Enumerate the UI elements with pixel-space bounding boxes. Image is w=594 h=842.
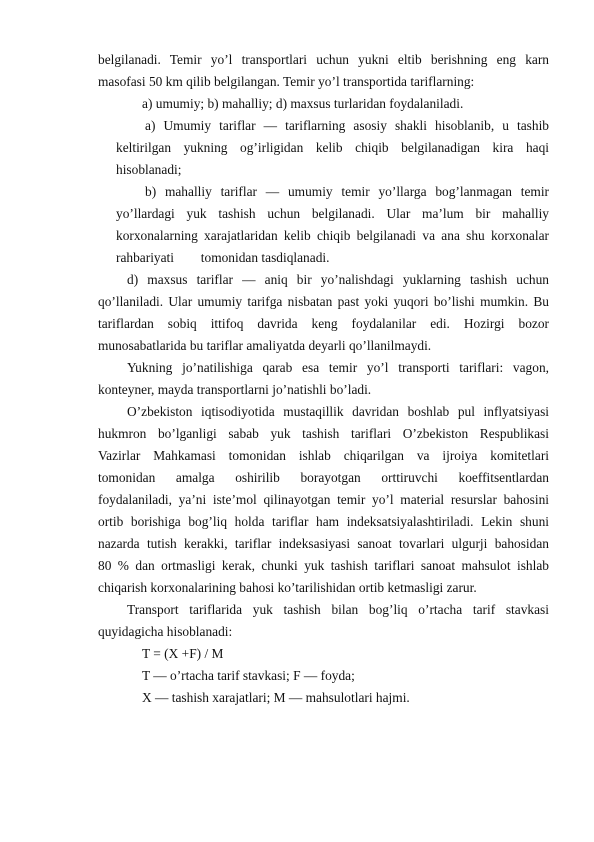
text-line: qo’llaniladi. Ular umumiy tarifga nisbatan past yoki yuqori bo’lishi mumkin. Bu <box>98 294 549 309</box>
list-item-b-line: yo’llardagi yuk tashish uchun belgilanadi. Ular ma’lum bir mahalliy <box>116 206 549 221</box>
text-line: nazarda tutish kerakki, tariflar indeksasiyasi sanoat tovarlari ulgurji bahosidan <box>98 536 549 551</box>
text-line: munosabatlarida bu tariflar amaliyatda deyarli qo’llanilmaydi. <box>98 338 432 353</box>
list-item-a-line: a) Umumiy tariflar — tariflarning asosiy shakli hisoblanib, u tashib <box>145 118 549 133</box>
text-line: 80 % dan ortmasligi kerak, chunki yuk tashish tariflari sanoat mahsulot ishlab <box>98 558 549 573</box>
text-line: ortib borishiga bog’liq holda tariflar ham indeksatsiyalashtiriladi. Lekin shuni <box>98 514 549 529</box>
text-line: konteyner, mayda transportlarni jo’natishli bo’ladi. <box>98 382 372 397</box>
text-line: chiqarish korxonalarining bahosi ko’tarilishidan ortib ketmasligi zarur. <box>98 580 477 595</box>
list-item-a-line: hisoblanadi; <box>116 162 182 177</box>
paragraph-line: Transport tariflarida yuk tashish bilan bog’liq o’rtacha tarif stavkasi <box>127 602 549 617</box>
text-line: masofasi 50 km qilib belgilangan. Temir yo’l transportida tariflarning: <box>98 74 475 89</box>
text-line: Vazirlar Mahkamasi tomonidan ishlab chiqarilgan va ijroiya komitetlari <box>98 448 549 463</box>
paragraph-line: O’zbekiston iqtisodiyotida mustaqillik davridan boshlab pul inflyatsiyasi <box>127 404 549 419</box>
text-line: quyidagicha hisoblanadi: <box>98 624 233 639</box>
text-line: belgilanadi. Temir yo’l transportlari uchun yukni eltib berishning eng karn <box>98 52 549 67</box>
text-line: foydalaniladi, ya’ni iste’mol qilinayotgan temir yo’l material resurslar bahosini <box>98 492 549 507</box>
text-line: tariflardan sobiq ittifoq davrida keng foydalanilar edi. Hozirgi bozor <box>98 316 549 331</box>
list-item-b-line: b) mahalliy tariflar — umumiy temir yo’llarga bog’lanmagan temir <box>145 184 549 199</box>
text-line: tomonidan amalga oshirilib borayotgan orttiruvchi koeffitsentlardan <box>98 470 549 485</box>
list-item-b-line: korxonalarning xarajatlaridan kelib chiqib belgilanadi va ana shu korxonalar <box>116 228 549 243</box>
text-line: a) umumiy; b) mahalliy; d) maxsus turlaridan foydalaniladi. <box>142 96 464 111</box>
list-item-b-line: rahbariyati tomonidan tasdiqlanadi. <box>116 250 330 265</box>
list-item-a-line: keltirilgan yukning og’irligidan kelib chiqib belgilanadigan kira haqi <box>116 140 549 155</box>
formula-legend: X — tashish xarajatlari; M — mahsulotlari hajmi. <box>142 690 410 705</box>
list-item-d-line: d) maxsus tariflar — aniq bir yo’nalishdagi yuklarning tashish uchun <box>127 272 549 287</box>
paragraph-line: Yukning jo’natilishiga qarab esa temir yo’l transporti tariflari: vagon, <box>127 360 549 375</box>
text-line: hukmron bo’lganligi sabab yuk tashish tariflari O’zbekiston Respublikasi <box>98 426 549 441</box>
formula: T = (X +F) / M <box>142 646 224 661</box>
formula-legend: T — o’rtacha tarif stavkasi; F — foyda; <box>142 668 355 683</box>
